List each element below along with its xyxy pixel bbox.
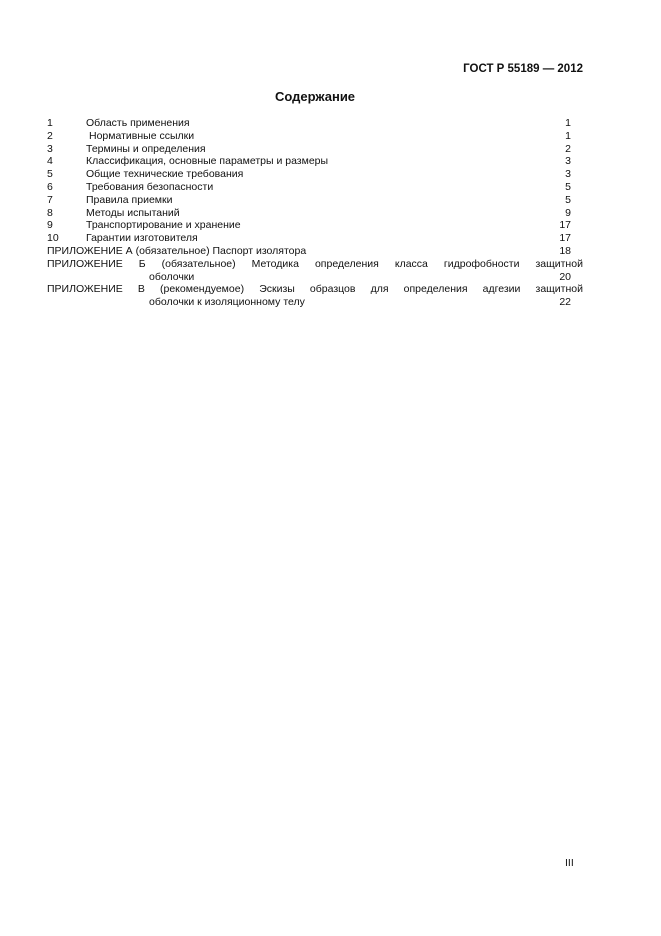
item-title: Правила приемки [86,193,173,206]
toc-item[interactable] [47,143,583,156]
appendix-word: ПРИЛОЖЕНИЕ [47,283,123,296]
item-number: 7 [47,193,53,206]
appendix-page: 18 [559,244,571,257]
toc-item[interactable] [47,232,583,245]
toc-item[interactable] [47,168,583,181]
item-title: Общие технические требования [86,168,244,181]
item-number: 3 [47,142,53,155]
item-title: Нормативные ссылки [89,129,195,142]
item-number: 5 [47,168,53,181]
item-number: 6 [47,180,53,193]
appendix-word: определения [314,257,379,270]
appendix-a[interactable] [47,245,583,258]
item-page: 5 [565,180,571,193]
item-number: 10 [47,232,59,245]
item-page: 1 [565,129,571,142]
appendix-title-continuation: оболочки к изоляционному телу [149,296,305,309]
appendix-page: 22 [559,296,571,309]
appendix-word: (обязательное) [161,257,236,270]
item-number: 8 [47,206,53,219]
item-title: Гарантии изготовителя [86,232,198,245]
item-title: Термины и определения [86,142,206,155]
appendix-word: (рекомендуемое) [160,283,245,296]
toc-item[interactable] [47,219,583,232]
toc-item[interactable] [47,194,583,207]
item-page: 9 [565,206,571,219]
toc-item[interactable] [47,207,583,220]
appendix-word: определения [403,283,468,296]
item-page: 17 [559,232,571,245]
appendix-word: В [137,283,145,296]
item-title: Транспортирование и хранение [86,219,241,232]
item-title: Область применения [86,117,190,129]
item-number: 1 [47,117,53,129]
appendix-word: ПРИЛОЖЕНИЕ [47,257,123,270]
appendix-v[interactable] [47,283,583,309]
page-number: III [565,857,574,869]
item-page: 2 [565,142,571,155]
appendix-word: адгезии [482,283,521,296]
item-number: 9 [47,219,53,232]
item-number: 4 [47,155,53,168]
item-title: Требования безопасности [86,180,214,193]
appendix-word: для [370,283,389,296]
appendix-word: Б [138,257,146,270]
item-title: Классификация, основные параметры и размеры [86,155,329,168]
toc-item[interactable] [47,117,583,130]
appendix-title-line [47,283,583,296]
item-page: 5 [565,193,571,206]
toc-item[interactable] [47,181,583,194]
item-page: 3 [565,168,571,181]
appendix-word: гидрофобности [443,257,520,270]
appendix-word: защитной [535,283,583,296]
appendix-b[interactable] [47,258,583,284]
appendix-page: 20 [559,270,571,283]
item-number: 2 [47,129,53,142]
item-title: Методы испытаний [86,206,180,219]
toc-item[interactable] [47,130,583,143]
toc-item[interactable] [47,155,583,168]
document-code: ГОСТ Р 55189 — 2012 [463,63,583,75]
item-page: 1 [565,117,571,129]
appendix-title-line [47,258,583,271]
appendix-word: защитной [535,257,583,270]
appendix-word: Методика [251,257,299,270]
item-page: 17 [559,219,571,232]
item-page: 3 [565,155,571,168]
appendix-title-continuation: оболочки [149,270,195,283]
appendix-word: образцов [309,283,356,296]
table-of-contents [47,117,583,309]
toc-title: Содержание [274,89,356,104]
appendix-word: класса [394,257,428,270]
appendix-title: ПРИЛОЖЕНИЕ А (обязательное) Паспорт изолятора [47,244,307,257]
appendix-word: Эскизы [259,283,295,296]
